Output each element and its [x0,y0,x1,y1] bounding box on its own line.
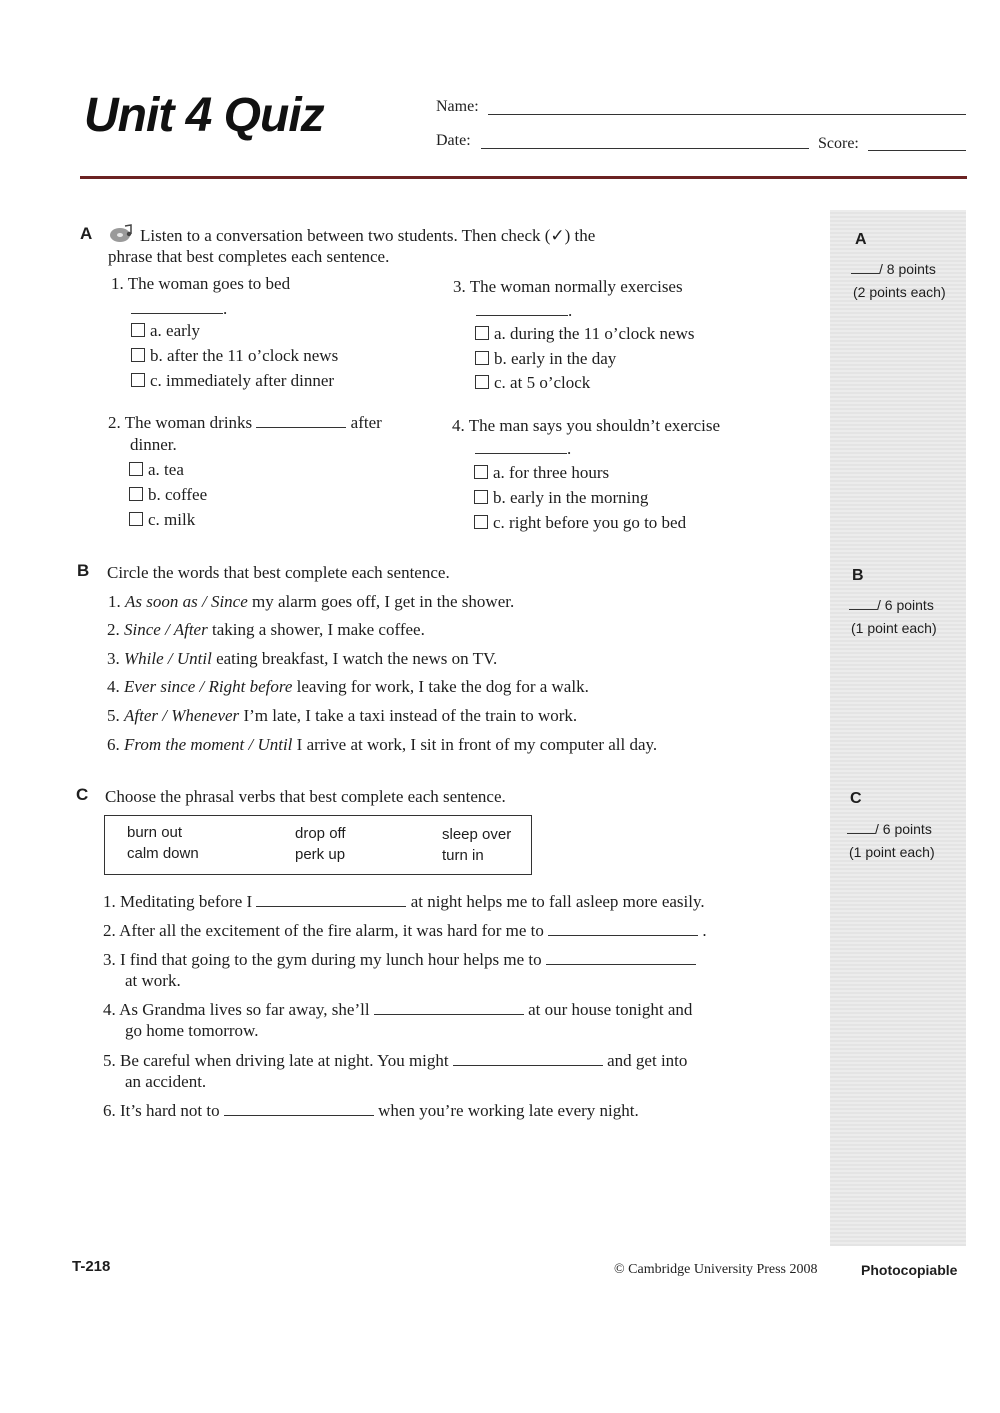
a-q1-option-a[interactable]: a. early [131,320,200,341]
a-q1-stem: 1. The woman goes to bed [111,274,291,293]
b-item-2: 2. Since / After taking a shower, I make coffee. [107,620,425,639]
b-item-4-choice[interactable]: Ever since / Right before [124,677,293,696]
c-item-3-blank[interactable] [546,951,696,965]
score-sidebar [830,210,966,1246]
date-label: Date: [436,132,471,149]
a-q4-answer: . [475,438,571,459]
cd-audio-icon [108,224,134,244]
word-bank-item: burn out [127,824,183,841]
a-q3-stem: 3. The woman normally exercises [453,277,683,296]
c-item-2-blank[interactable] [548,922,698,936]
section-b-instruction: Circle the words that best complete each sentence. [107,563,450,582]
a-q1-answer: . [131,298,227,319]
sidebar-c-each: (1 point each) [849,844,935,860]
c-item-5-line2: an accident. [125,1072,207,1091]
a-q3-answer: . [476,300,572,321]
sidebar-b-score-blank[interactable] [849,598,877,610]
a-q2-blank[interactable] [256,414,346,428]
checkbox-icon[interactable] [475,326,489,340]
word-bank [104,815,532,875]
a-q1-option-b[interactable]: b. after the 11 o’clock news [131,345,338,366]
checkbox-icon[interactable] [474,515,488,529]
sidebar-a-score-blank[interactable] [851,262,879,274]
a-q1-blank[interactable] [131,300,223,314]
sidebar-c-letter: C [850,790,862,807]
checkbox-icon[interactable] [474,465,488,479]
a-q3-option-c[interactable]: c. at 5 o’clock [475,372,590,393]
section-a-letter: A [80,224,93,243]
a-q2-option-c[interactable]: c. milk [129,509,195,530]
c-item-2: 2. After all the excitement of the fire alarm, it was hard for me to . [103,921,707,940]
a-q3-blank[interactable] [476,302,568,316]
a-q4-option-b[interactable]: b. early in the morning [474,487,648,508]
b-item-3: 3. While / Until eating breakfast, I watch the news on TV. [107,649,498,668]
sidebar-a-letter: A [855,231,867,248]
c-item-6-blank[interactable] [224,1102,374,1116]
photocopiable-label: Photocopiable [861,1262,958,1278]
a-q4-stem: 4. The man says you shouldn’t exercise [452,416,721,435]
b-item-6-choice[interactable]: From the moment / Until [124,735,293,754]
sidebar-c-score-blank[interactable] [847,822,875,834]
name-label: Name: [436,98,479,115]
a-q3-option-a[interactable]: a. during the 11 o’clock news [475,323,694,344]
checkbox-icon[interactable] [129,462,143,476]
c-item-6: 6. It’s hard not to when you’re working late every night. [103,1101,639,1120]
a-q2-stem: 2. The woman drinks after [108,413,382,432]
word-bank-item: sleep over [442,826,512,843]
a-q4-option-a[interactable]: a. for three hours [474,462,609,483]
a-q2-option-b[interactable]: b. coffee [129,484,207,505]
sidebar-a-each: (2 points each) [853,284,946,300]
section-b-letter: B [77,561,90,580]
b-item-5: 5. After / Whenever I’m late, I take a taxi instead of the train to work. [107,706,578,725]
checkbox-icon[interactable] [131,373,145,387]
checkbox-icon[interactable] [131,323,145,337]
a-q2-option-a[interactable]: a. tea [129,459,184,480]
sidebar-b-points: / 6 points [849,594,934,616]
c-item-3: 3. I find that going to the gym during my lunch hour helps me to [103,949,696,970]
c-item-1: 1. Meditating before I at night helps me to fall asleep more easily. [103,892,705,911]
header-rule [80,176,967,179]
score-label: Score: [818,135,859,152]
a-q1-option-c[interactable]: c. immediately after dinner [131,370,334,391]
b-item-1-choice[interactable]: As soon as / Since [125,592,248,611]
c-item-3-line2: at work. [125,971,181,990]
score-field[interactable] [868,150,966,151]
b-item-6: 6. From the moment / Until I arrive at work, I sit in front of my computer all day. [107,735,658,754]
a-q3-option-b[interactable]: b. early in the day [475,348,616,369]
c-item-4-blank[interactable] [374,1001,524,1015]
copyright: © Cambridge University Press 2008 [614,1262,818,1277]
date-field[interactable] [481,148,809,149]
checkbox-icon[interactable] [129,512,143,526]
c-item-4: 4. As Grandma lives so far away, she’ll at our house tonight and [103,1000,693,1019]
word-bank-item: turn in [442,847,484,864]
checkbox-icon[interactable] [475,351,489,365]
a-q4-blank[interactable] [475,440,567,454]
sidebar-c-points: / 6 points [847,818,932,840]
word-bank-item: drop off [295,825,346,842]
b-item-5-choice[interactable]: After / Whenever [124,706,240,725]
sidebar-b-each: (1 point each) [851,620,937,636]
c-item-4-line2: go home tomorrow. [125,1021,259,1040]
section-c-letter: C [76,785,89,804]
b-item-4: 4. Ever since / Right before leaving for work, I take the dog for a walk. [107,677,589,696]
section-a-instruction-2: phrase that best completes each sentence. [108,247,390,266]
b-item-1: 1. As soon as / Since my alarm goes off, I get in the shower. [108,592,515,611]
checkbox-icon[interactable] [131,348,145,362]
page-code: T-218 [72,1258,111,1275]
b-item-3-choice[interactable]: While / Until [124,649,212,668]
word-bank-item: calm down [127,845,199,862]
c-item-5-blank[interactable] [453,1052,603,1066]
c-item-1-blank[interactable] [256,893,406,907]
a-q2-stem-2: dinner. [130,435,177,454]
name-field[interactable] [488,114,966,115]
sidebar-b-letter: B [852,567,864,584]
c-item-5: 5. Be careful when driving late at night. You might and get into [103,1051,688,1070]
section-c-instruction: Choose the phrasal verbs that best complete each sentence. [105,787,506,806]
b-item-2-choice[interactable]: Since / After [124,620,208,639]
page-title: Unit 4 Quiz [84,89,324,142]
checkbox-icon[interactable] [474,490,488,504]
checkbox-icon[interactable] [475,375,489,389]
sidebar-a-points: / 8 points [851,258,936,280]
section-a-instruction: Listen to a conversation between two students. Then check (✓) the [108,224,595,246]
checkbox-icon[interactable] [129,487,143,501]
a-q4-option-c[interactable]: c. right before you go to bed [474,512,686,533]
word-bank-item: perk up [295,846,346,863]
